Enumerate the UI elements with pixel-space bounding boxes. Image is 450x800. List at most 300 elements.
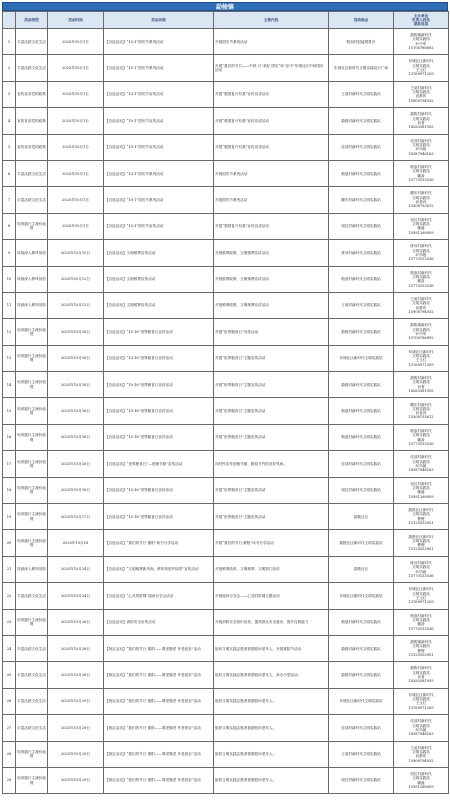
row-contact-line: 15770153536 [408,257,434,262]
row-contact-line: 13769971209 [408,72,434,77]
row-place: 班母村新时代文明实践站 [329,240,394,266]
row-index: 7 [3,187,16,213]
row-contact-line: 娜洛 [417,437,425,442]
row-time: 2025年10月10日 [48,240,104,266]
row-contact-line: 勐梭村新时代 [410,376,432,381]
row-contact-line: 文明实践站 [412,380,430,385]
row-content: 开展“我们的节日·重阳”读书分享活动 [214,530,329,556]
row-contact-line: 文明实践所 [412,327,430,332]
row-content: 向村民宣传爱粮节粮、勤俭节约的良好风尚。 [214,451,329,477]
row-place: 帕浪村新时代文明实践站 [329,160,394,186]
row-contact-line: 东城社区新时代 [408,59,434,64]
table-row [3,635,449,661]
row-type: 宣传宣讲党的政策 [16,134,48,160]
row-content: 组织文明实践志愿者看望慰问老年人。 [214,741,329,767]
row-place: 勐梭村新时代文明实践站 [329,662,394,688]
table-body [3,29,449,794]
row-contact-line: 勐梭镇新时代 [410,323,432,328]
row-contact [394,556,449,582]
row-contact-line: 文明实践站 [412,459,430,464]
row-contact-line: 13769971209 [408,705,434,710]
row-type: 宣传宣讲党的政策 [16,81,48,107]
row-contact [394,134,449,160]
row-contact-line: 王玉红 [415,595,427,600]
row-type: 丰富活跃文化生活 [16,55,48,81]
row-contact-line: 15770153536 [408,177,434,182]
row-contact-line: 岩者丙 [415,200,427,205]
row-contact-line: 15125553951 [408,547,434,552]
row-contact-line: 15991288959 [408,494,434,499]
row-contact-line: 15908794932 [408,98,434,103]
row-place: 东城社区新时代文明实践站小广场 [329,55,394,81]
sheet-title: 勐梭镇 [2,2,448,11]
row-contact-line: 文明实践站 [412,195,430,200]
row-index: 26 [3,688,16,714]
row-contact-line: 叶所姐 [415,463,427,468]
row-contact-line: 15908794932 [408,309,434,314]
row-content: 开展“世界粮食日”主题宣传活动 [214,398,329,424]
row-type: 培育践行主流价值观 [16,477,48,503]
row-time: 2025年10月1日 [48,160,104,186]
row-contact-line: 15770153536 [408,441,434,446]
row-name: 【自选活动】“10·16”世界粮食日宣传活动 [104,345,214,371]
row-index: 15 [3,398,16,424]
row-name: 【自选活动】“10·1”国庆节系列活动 [104,55,214,81]
row-contact-line: 帕浪村新时代 [410,613,432,618]
row-contact-line: 18283381955 [408,389,434,394]
row-type: 培育践行主流价值观 [16,319,48,345]
row-place: 帕浪村新时代文明实践站 [329,424,394,450]
row-type: 丰富活跃文化生活 [16,715,48,741]
row-contact-line: 帕浪村新时代 [410,165,432,170]
row-time: 2025年10月1日 [48,29,104,55]
table-row [3,372,449,398]
table-row [3,688,449,714]
row-place: 佳部村新时代文明实践站 [329,715,394,741]
row-place: 勐梭村新时代文明实践站 [329,108,394,134]
row-content: 开展“强国复兴有我”宣传宣讲活动 [214,134,329,160]
row-contact-line: 叶所姐 [415,569,427,574]
row-contact [394,424,449,450]
table-row [3,81,449,107]
row-type: 宣传宣讲党的政策 [16,108,48,134]
row-contact-line: 文明实践站 [412,591,430,596]
row-name: 【自选活动】“世界粮食日”—爱粮节粮”宣传活动 [104,451,214,477]
row-contact-line: 文明实践站 [412,274,430,279]
row-contact-line: 糯东村新时代 [410,402,432,407]
row-content: 开展殡葬政策、文明殡葬宣讲活动 [214,240,329,266]
row-name: 【自选活动】文明殡葬宣传活动 [104,240,214,266]
row-contact-line: 娜盛 [417,226,425,231]
row-contact-line: 娜盛 [417,490,425,495]
row-content: 开展殡葬政策、文明殡葬宣讲活动 [214,266,329,292]
table-row [3,504,449,530]
row-contact-line: 18187946163 [408,732,434,737]
row-contact [394,266,449,292]
row-index: 6 [3,160,16,186]
row-contact-line: 岩者 [417,675,425,680]
row-contact-line: 王玉红 [415,358,427,363]
row-place: 王莫村新时代文明实践站 [329,741,394,767]
row-contact-line: 勐梭村新时代 [410,666,432,671]
row-place: 帕浪村新时代文明实践站 [329,609,394,635]
row-name: 【自选活动】“10·16”世界粮食日宣传活动 [104,372,214,398]
row-contact [394,583,449,609]
table-row [3,451,449,477]
row-time: 2025年10月29日 [48,715,104,741]
row-contact-line: 娜盛 [417,780,425,785]
row-contact-line: 里拉村新时代 [410,217,432,222]
row-index: 27 [3,715,16,741]
row-contact-line: 勐梭社区新时代 [408,534,434,539]
row-place: 里拉村新时代文明实践站 [329,477,394,503]
row-contact-line: 东城社区新时代 [408,587,434,592]
row-contact-line: 18283381955 [408,679,434,684]
row-place: 勐梭村新时代文明实践站 [329,372,394,398]
row-name: 【自选活动】文明殡葬宣传活动 [104,266,214,292]
row-index: 8 [3,213,16,239]
table-row [3,240,449,266]
row-contact-line: 文明实践站 [412,142,430,147]
table-row [3,134,449,160]
row-content: 开展“世界粮食日”主题宣传活动 [214,345,329,371]
header-contact [394,12,449,29]
row-place: 东城社区新时代文明实践站 [329,345,394,371]
row-contact-line: 王玉红 [415,701,427,706]
row-index: 19 [3,504,16,530]
row-contact-line: 文明实践站 [412,538,430,543]
row-place: 东城社区新时代文明实践站 [329,688,394,714]
row-contact-line: 18187946163 [408,468,434,473]
row-contact-line: 佳部村新时代 [410,138,432,143]
row-contact [394,504,449,530]
row-index: 14 [3,372,16,398]
row-time: 2025年10月29日 [48,688,104,714]
row-contact-line: 曹俊 [417,516,425,521]
row-place: 王莫村新时代文明实践站 [329,81,394,107]
table-row [3,213,449,239]
row-contact [394,55,449,81]
row-index: 17 [3,451,16,477]
row-contact-line: 东城社区新时代 [408,692,434,697]
row-type: 持续深入移风易俗 [16,266,48,292]
header-place: 活动地点 [329,12,394,29]
row-place: 勐梭社区 [329,556,394,582]
row-contact-line: 文明实践站 [412,169,430,174]
row-index: 21 [3,556,16,582]
row-contact [394,715,449,741]
row-contact [394,741,449,767]
row-content: 开展阅读分享会——心灵的阶梯主题活动 [214,583,329,609]
row-content: 组织文明实践志愿者看望慰问老年人。 [214,715,329,741]
row-contact [394,635,449,661]
row-contact-line: 15708786892 [408,45,434,50]
row-time: 2025年10月16日 [48,372,104,398]
row-contact-line: 娜洛 [417,622,425,627]
row-time: 2025年10月16日 [48,424,104,450]
row-time: 2025年10月29日 [48,741,104,767]
header-type: 活动类型 [16,12,48,29]
row-type: 培育践行主流价值观 [16,609,48,635]
row-contact-line: 岩都布 [415,754,427,759]
row-contact-line: 18187946163 [408,151,434,156]
row-type: 持续深入移风易俗 [16,292,48,318]
table-row [3,266,449,292]
row-contact [394,81,449,107]
row-type: 培育践行主流价值观 [16,504,48,530]
row-contact-line: 13769971209 [408,600,434,605]
row-name: 【自选活动】“10·1”国庆节系列活动 [104,160,214,186]
row-type: 培育践行主流价值观 [16,424,48,450]
row-content: 开展“我们的节日——中秋·月”美好 国庆“家”乐中”东城社区中秋国庆活动 [214,55,329,81]
row-index: 16 [3,424,16,450]
row-name: 【自选活动】“我们的节日·重阳”读书分享活动 [104,530,214,556]
row-time: 2025年10月28日 [48,635,104,661]
row-time: 2025年10月16日 [48,477,104,503]
row-time: 2025年10月17日 [48,504,104,530]
row-name: 【自选活动】文明殡葬宣传活动 [104,292,214,318]
row-index: 13 [3,345,16,371]
row-content: 开展“世界粮食日”主题宣传活动 [214,504,329,530]
row-index: 5 [3,134,16,160]
row-time: 2025年10月18 [48,530,104,556]
row-name: 【自选活动】“10·1”国庆节宣传活动 [104,81,214,107]
row-contact-line: 叶所姐 [415,252,427,257]
row-contact-line: 勐梭镇新时代 [410,640,432,645]
row-contact-line: 佳部村新时代 [410,455,432,460]
row-contact-line: 班母村新时代 [410,560,432,565]
row-contact-line: 18283381955 [408,125,434,130]
row-content: 开展“世界粮食日”宣传活动 [214,319,329,345]
row-content: 开展“世界粮食日”主题宣传活动 [214,372,329,398]
table-row [3,715,449,741]
row-index: 10 [3,266,16,292]
table-row [3,609,449,635]
row-name: 【规定活动】“我们的节日·重阳——尊老敬老 孝老爱亲”活动 [104,715,214,741]
row-index: 23 [3,609,16,635]
row-time: 2025年10月26日 [48,609,104,635]
activity-table [2,11,449,794]
row-time: 2025年10月29日 [48,767,104,793]
row-content: 开展国庆节系列活动 [214,187,329,213]
row-contact-line: 文明实践所 [412,37,430,42]
row-index: 28 [3,741,16,767]
row-type: 持续深入移风易俗 [16,240,48,266]
row-time: 2025年10月28日 [48,662,104,688]
table-row [3,477,449,503]
row-type: 培育践行主流价值观 [16,398,48,424]
row-name: 【自选活动】“10·1”国庆节系列活动 [104,187,214,213]
table-row [3,398,449,424]
row-index: 20 [3,530,16,556]
row-time: 2025年10月1日 [48,213,104,239]
row-name: 【自选活动】“10·16”世界粮食日宣传活动 [104,477,214,503]
row-time: 2025年10月12日 [48,266,104,292]
row-type: 丰富活跃文化生活 [16,688,48,714]
table-row [3,583,449,609]
row-name: 【自选活动】“10·1”国庆节系列活动 [104,29,214,55]
row-name: 【自选活动】“10·1”国庆节宣传活动 [104,134,214,160]
table-row [3,160,449,186]
row-contact-line: 文明实践站 [412,512,430,517]
row-contact-line: 文明实践所 [412,644,430,649]
row-content: 开展“世界粮食日”主题宣传活动 [214,424,329,450]
row-contact-line: 15991288959 [408,784,434,789]
row-index: 1 [3,29,16,55]
table-row [3,29,449,55]
row-contact-line: 15908794932 [408,758,434,763]
row-type: 丰富活跃文化生活 [16,635,48,661]
row-contact-line: 13769971209 [408,362,434,367]
row-contact-line: 文明实践站 [412,617,430,622]
row-contact [394,29,449,55]
row-contact [394,372,449,398]
row-index: 29 [3,767,16,793]
row-name: 【规定活动】“我们的节日·重阳——尊老敬老 孝老爱亲”活动 [104,767,214,793]
row-content: 开展“强国复兴有我”宣传宣讲活动 [214,108,329,134]
table-row [3,292,449,318]
row-type: 培育践行主流价值观 [16,741,48,767]
row-contact-line: 叶所姐 [415,727,427,732]
row-name: 【自选活动】“10·16”世界粮食日宣传活动 [104,319,214,345]
row-place: 佳部村新时代文明实践站 [329,451,394,477]
table-row [3,767,449,793]
row-contact-line: 勐梭村新时代 [410,112,432,117]
row-contact [394,662,449,688]
schedule-sheet [2,2,448,794]
row-contact [394,187,449,213]
row-contact-line: 15125553951 [408,652,434,657]
row-name: 【自选活动】“10·1”国庆节宣传活动 [104,213,214,239]
row-type: 丰富活跃文化生活 [16,29,48,55]
row-time: 2025年10月1日 [48,81,104,107]
row-index: 22 [3,583,16,609]
row-type: 培育践行主流价值观 [16,372,48,398]
row-index: 24 [3,635,16,661]
row-type: 丰富活跃文化生活 [16,160,48,186]
row-content: 开展“世界粮食日”主题宣传活动 [214,477,329,503]
row-contact-line: 文明实践站 [412,723,430,728]
row-content: 组织文明实践志愿者看望慰问老年人。 [214,767,329,793]
header-contact-line1: 主办单位 [413,13,429,18]
row-contact [394,213,449,239]
row-index: 11 [3,292,16,318]
row-type: 培育践行主流价值观 [16,345,48,371]
row-contact [394,477,449,503]
row-contact-line: 文明实践站 [412,433,430,438]
row-contact-line: 娜洛 [417,173,425,178]
row-contact-line: 里拉村新时代 [410,481,432,486]
row-content: 开展殡葬改革、文明殡葬、文明祭扫宣传 [214,556,329,582]
row-contact-line: 东城社区新时代 [408,349,434,354]
row-contact-line: 叶中军 [415,331,427,336]
row-name: 【规定活动】“我们的节日·重阳——尊老敬老 孝老爱亲”活动 [104,741,214,767]
header-contact-line3: 联系电话 [413,22,429,27]
row-index: 4 [3,108,16,134]
row-name: 【规定活动】“我们的节日·重阳——尊老敬老 孝老爱亲”活动 [104,662,214,688]
row-contact-line: 勐梭社区新时代 [408,508,434,513]
row-place: 勐梭村新时代文明实践站 [329,319,394,345]
row-name: 【自选活动】消防安全宣传活动 [104,609,214,635]
row-type: 持续深入移风易俗 [16,556,48,582]
row-contact-line: 文明实践站 [412,486,430,491]
row-time: 2025年10月16日 [48,451,104,477]
header-index [3,12,16,29]
row-contact-line: 帕浪村新时代 [410,270,432,275]
row-name: 【自选活动】“心灵的阶梯”阅读分享会活动 [104,583,214,609]
row-contact-line: 王莫村新时代 [410,297,432,301]
row-index: 3 [3,81,16,107]
row-type: 培育践行主流价值观 [16,767,48,793]
row-contact-line: 文明实践站 [412,697,430,702]
row-contact-line: 岩者 [417,120,425,125]
header-name: 活动名称 [104,12,214,29]
row-contact-line: 文明实践站 [412,406,430,411]
table-row [3,556,449,582]
row-time: 2025年10月1日 [48,187,104,213]
row-place: 里拉村新时代文明实践站 [329,767,394,793]
row-name: 【自选活动】“10·1”国庆节宣传活动 [104,108,214,134]
row-place: 帕浪村新时代文明实践站 [329,398,394,424]
row-contact-line: 王玉红 [415,68,427,73]
row-contact-line: 叶所姐 [415,147,427,152]
row-place: 王莫村新时代文明实践站 [329,292,394,318]
row-name: 【自选活动】“10·16”世界粮食日宣传活动 [104,398,214,424]
table-row [3,187,449,213]
row-contact-line: 岩者 [417,384,425,389]
row-name: 【规定活动】“我们的节日·重阳——尊老敬老 孝老爱亲”活动 [104,635,214,661]
row-place: 东城社区新时代文明实践站 [329,583,394,609]
row-contact-line: 文明实践站 [412,116,430,121]
header-time: 活动时间 [48,12,104,29]
row-name: 【自选活动】“10·16”世界粮食日宣传活动 [104,504,214,530]
row-contact-line: 娜洛 [417,279,425,284]
row-place: 勐梭社区 [329,504,394,530]
row-contact-line: 15770153536 [408,626,434,631]
row-contact-line: 15770153536 [408,283,434,288]
row-content: 开展殡葬政策、文明殡葬宣讲活动 [214,292,329,318]
row-contact [394,108,449,134]
row-contact-line: 班母村新时代 [410,244,432,249]
table-row [3,108,449,134]
row-contact-line: 文明实践站 [412,354,430,359]
row-name: 【自选活动】“文明殡葬新风尚，移风易俗护绿景”宣传活动 [104,556,214,582]
row-time: 2025年10月16日 [48,319,104,345]
table-row [3,741,449,767]
row-content: 组织文明实践志愿者看望慰问老年人。 [214,688,329,714]
row-index: 2 [3,55,16,81]
row-index: 12 [3,319,16,345]
row-contact [394,319,449,345]
row-contact-line: 里拉村新时代 [410,772,432,777]
row-type: 丰富活跃文化生活 [16,187,48,213]
row-content: 开展“强国复兴有我”宣传宣讲活动 [214,213,329,239]
row-contact [394,398,449,424]
row-content: 组织文明实践志愿者看望慰问老年人，开展重阳节活动 [214,635,329,661]
row-contact-line: 文明实践站 [412,565,430,570]
row-place: 勐梭社区新时代文明实践站 [329,530,394,556]
row-content: 开展国庆节系列活动 [214,160,329,186]
row-time: 2025年10月16日 [48,345,104,371]
header-content: 主要内容 [214,12,329,29]
row-contact [394,530,449,556]
row-name: 【规定活动】“我们的节日·重阳——尊老敬老 孝老爱亲”活动 [104,688,214,714]
row-time: 2025年10月16日 [48,398,104,424]
row-place: 糯东村新时代文明实践站 [329,187,394,213]
table-row [3,662,449,688]
row-contact [394,240,449,266]
row-content: 开展消防安全知识宣传，提高群众安全意识，提升自救能力 [214,609,329,635]
